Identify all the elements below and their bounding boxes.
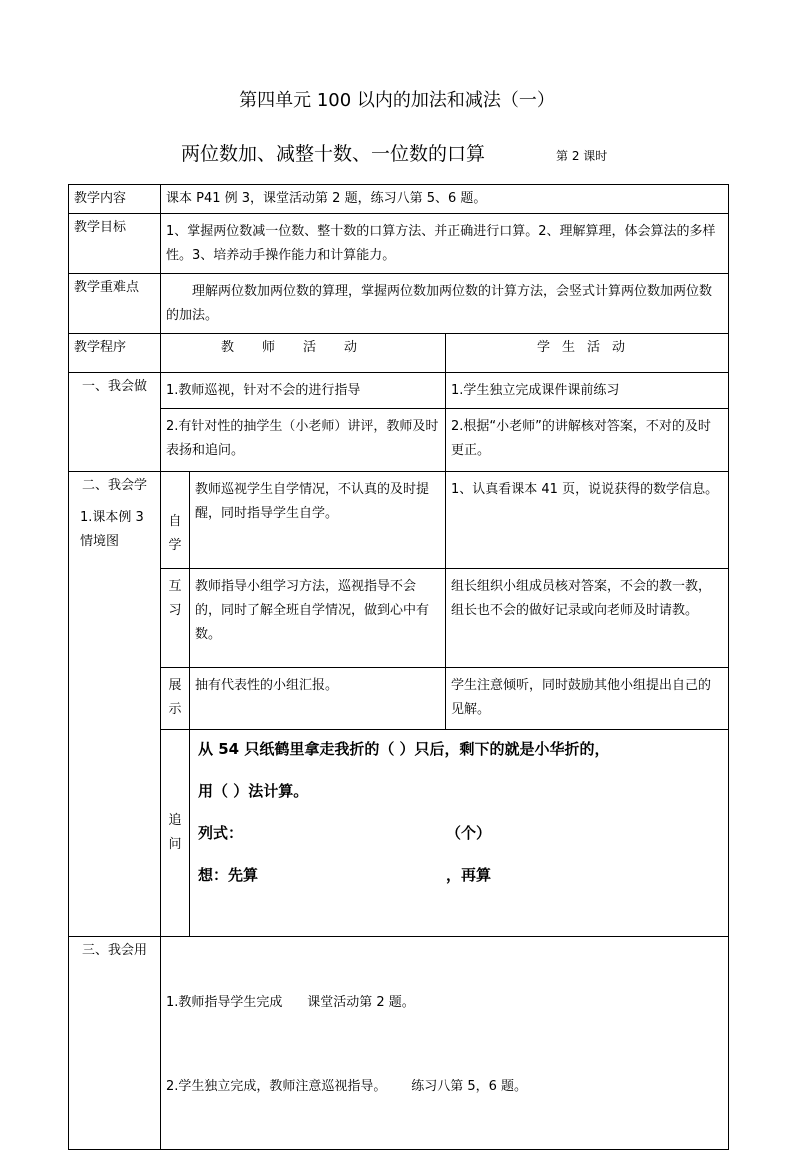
- section3-content: [161, 937, 729, 1150]
- content-label: 教学内容: [69, 185, 161, 214]
- zhuiwen-content: [190, 730, 729, 937]
- section3-line2: 2.学生独立完成，教师注意巡视指导。 练习八第 5，6 题。: [166, 1079, 528, 1094]
- section1-student-1: 1.学生独立完成课件课前练习: [446, 373, 729, 409]
- content-text: 课本 P41 例 3，课堂活动第 2 题，练习八第 5、6 题。: [161, 185, 729, 214]
- zhuiwen-label-text: 追问: [168, 813, 182, 852]
- proc-label: 教学程序: [69, 334, 161, 373]
- huxi-student: 组长组织小组成员核对答案，不会的教一教，组长也不会的做好记录或向老师及时请教。: [446, 569, 729, 668]
- huxi-label-text: 互习: [168, 579, 182, 618]
- huxi-label: [161, 569, 190, 668]
- key-label: 教学重难点: [69, 274, 161, 334]
- zhanshi-label-text: 展示: [168, 678, 182, 717]
- row-procedure-head: [69, 334, 729, 373]
- unit-title: 第四单元 100 以内的加法和减法（一）: [239, 90, 555, 111]
- goal-text: 1、掌握两位数减一位数、整十数的口算方法、并正确进行口算。2、理解算理，体会算法的多样性。3、培养动手操作能力和计算能力。: [161, 214, 729, 274]
- row-huxi: [69, 569, 729, 668]
- section1-teacher-2: 2.有针对性的抽学生（小老师）讲评，教师及时表扬和追问。: [161, 409, 446, 472]
- zhuiwen-q4b: ，再算: [446, 866, 492, 884]
- zhanshi-student: 学生注意倾听，同时鼓励其他小组提出自己的见解。: [446, 668, 729, 730]
- teacher-head-text: 教师活动: [220, 340, 385, 355]
- zhuiwen-q2: 用（ ）法计算。: [198, 782, 309, 800]
- zhuiwen-q3a: 列式：: [198, 824, 244, 842]
- zhanshi-teacher: 抽有代表性的小组汇报。: [190, 668, 446, 730]
- section3-line1: 1.教师指导学生完成 课堂活动第 2 题。: [166, 995, 415, 1010]
- huxi-teacher: 教师指导小组学习方法，巡视指导不会的，同时了解全班自学情况，做到心中有数。: [190, 569, 446, 668]
- student-head: [446, 334, 729, 373]
- key-text: 理解两位数加两位数的算理，掌握两位数加两位数的计算方法，会竖式计算两位数加两位数的加法。: [161, 274, 729, 334]
- lesson-title: 两位数加、减整十数、一位数的口算: [181, 143, 486, 165]
- lesson-plan-table: [68, 184, 729, 1150]
- zhuiwen-label: [161, 730, 190, 937]
- section1-label: 一、我会做: [69, 373, 161, 472]
- row-goal: [69, 214, 729, 274]
- zixue-teacher: 教师巡视学生自学情况，不认真的及时提醒，同时指导学生自学。: [190, 472, 446, 569]
- section1-teacher-1: 1.教师巡视，针对不会的进行指导: [161, 373, 446, 409]
- zhuiwen-q4a: 想：先算: [198, 866, 259, 884]
- row-zhuiwen: [69, 730, 729, 937]
- row-content: [69, 185, 729, 214]
- section1-student-2: 2.根据“小老师”的讲解核对答案，不对的及时更正。: [446, 409, 729, 472]
- zixue-label-text: 自学: [168, 514, 182, 553]
- teacher-head: [161, 334, 446, 373]
- row-s1-b: [69, 409, 729, 472]
- zixue-label: [161, 472, 190, 569]
- zhuiwen-q4: [198, 864, 658, 886]
- row-key-points: [69, 274, 729, 334]
- lesson-number: 第 2 课时: [556, 149, 608, 163]
- row-zhanshi: [69, 668, 729, 730]
- goal-label: 教学目标: [69, 214, 161, 274]
- section2-label: 二、我会学: [81, 478, 147, 493]
- section2-label-cell: [69, 472, 161, 937]
- zhanshi-label: [161, 668, 190, 730]
- zhuiwen-q3b: （个）: [446, 824, 492, 842]
- zhuiwen-q1: 从 54 只纸鹤里拿走我折的（ ）只后，剩下的就是小华折的，: [198, 740, 610, 758]
- zixue-student: 1、认真看课本 41 页，说说获得的数学信息。: [446, 472, 729, 569]
- section2-sublabel: 1.课本例 3 情境图: [80, 510, 144, 549]
- section3-label: 三、我会用: [69, 937, 161, 1150]
- row-s1-a: [69, 373, 729, 409]
- zhuiwen-q3: [198, 822, 658, 844]
- row-zixue: [69, 472, 729, 569]
- student-head-text: 学生活动: [536, 340, 637, 355]
- row-section3: [69, 937, 729, 1150]
